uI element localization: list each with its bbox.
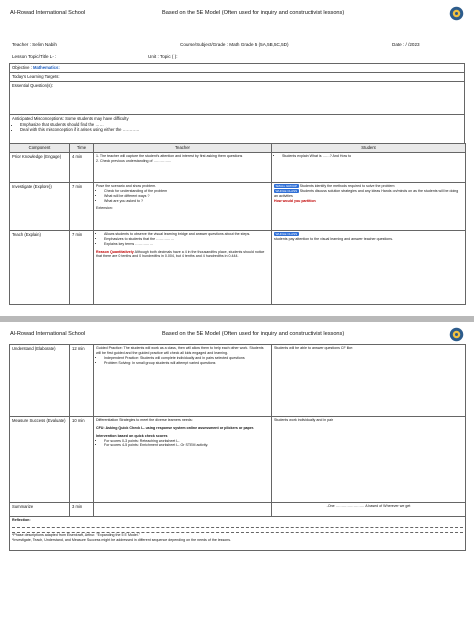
reason-label: Reason Quantitatively	[96, 249, 134, 254]
objective-row: Objective : Mathematics:	[10, 64, 465, 73]
essential-question: Essential Question(s):	[10, 82, 465, 115]
objective-value: Mathematics:	[32, 65, 60, 70]
table-row: Understand (Elaborate) 12 min Guided Practice: The students will work as a class, then will allow them to help each other work. Students will be first guided and the guided practice will check all kids engaged and learning. • Independent Practice: Students will complete individually and in pairs selected questions • Problem Solving: In small group students will attempt varied questions Students will be able to answer questions CF like:	[10, 345, 466, 417]
col-student: Student	[272, 144, 466, 153]
model-title: Based on the 5E Model (Often used for inquiry and constructivist lessons)	[162, 10, 345, 16]
small-group-badge: SMALL GROUP	[275, 184, 298, 189]
table-row: Teach (Explain) 7 min • Allows students to observe the visual learning bridge and answer questions about the steps. • Emphasizes to students that the …………… • Explains key terms …………… Reason Quantitatively Although both decimals have a 4 in the thousandths place, students should notice that there are 0 tenths and 0 hundredths in 0.004, but 4 tenths and 4 hundredths in 0.444. WHOLE CLASS students pay attention to the visual learning and answer teacher questions.	[10, 231, 466, 305]
whole-class-badge: WHOLE CLASS	[275, 188, 298, 193]
page-2	[0, 322, 474, 632]
footnote: *Investigate, Teach, Understand, and Measure Success might be addressed in different sequence depending on the needs of the lessons.	[12, 537, 232, 542]
col-component: Component	[10, 144, 70, 153]
lesson-topic: Lesson Topic/Title L- :	[12, 54, 57, 59]
lesson-date: Date : / /2023	[392, 42, 420, 47]
header-table	[9, 63, 465, 147]
table-row: Prior Knowledge (Engage) 4 min 1. The teacher will capture the student's attention and interest by first asking them questions 2. Check previous understanding of …………… • Students explain What is ……? And How to	[10, 153, 466, 183]
school-name: Al-Rowad International School	[10, 331, 86, 337]
school-name: Al-Rowad International School	[10, 10, 86, 16]
misconception-item: • Emphasize that students should find the ……	[20, 122, 462, 128]
reflection-label: Reflection:	[12, 518, 31, 522]
course-grade: Course/Subject/Grade : Math Grade 5 (5A,5B,5C,5D)	[180, 42, 289, 47]
misconception-item: • Deal with this misconception if it arises using either the …………	[20, 127, 462, 133]
misconceptions: Anticipated Misconceptions: Some students may have difficulty • Emphasize that students should find the …… • Deal with this misconception if it arises using either the …………	[10, 115, 465, 147]
table-row: Measure Success (Evaluate) 10 min Differentiation Strategies to meet the diverse learners needs: CFU: Asking Quick Check L- using response system online assessment or plickers or paper. Intervention based on quick check scores • For scores 0-3 points: Reteaching worksheet L- • For scores 4-5 points: Enrichment worksheet L- Or STEM activity. Students work individually and in pair	[10, 417, 466, 503]
teacher-name: Teacher : Selim Nabih	[12, 42, 57, 47]
lesson-table-1	[9, 143, 466, 305]
table-row: Investigate (Explore)) 7 min Pose the scenario and show problem. • Check for understanding of the problem • What will be different ways ? • What are you asked to ? Extension: SMALL GROUP Students identify the methods required to solve the problem WHOLE CLASS Students discuss solution strategies and any ideas Hands on/minds on as the students will be doing an activities How would you partition	[10, 183, 466, 231]
col-teacher: Teacher	[94, 144, 272, 153]
unit-topic: Unit : Topic ( ):	[148, 54, 178, 59]
footnote: *Phase descriptions adapted from Eisenkraft, Arthur. "Expanding the 5 E Model."	[12, 532, 141, 537]
col-time: Time	[70, 144, 94, 153]
reflection-row	[10, 517, 466, 551]
lesson-table-2	[9, 344, 466, 551]
school-logo-icon	[449, 327, 464, 342]
table-row: Summarize 3 min -One …………………… A based of Wherever we get	[10, 503, 466, 517]
school-logo-icon	[449, 6, 464, 21]
whole-class-badge: WHOLE CLASS	[275, 232, 298, 237]
learning-targets: Today's Learning Targets:	[10, 73, 465, 82]
model-title: Based on the 5E Model (Often used for inquiry and constructivist lessons)	[162, 331, 345, 337]
